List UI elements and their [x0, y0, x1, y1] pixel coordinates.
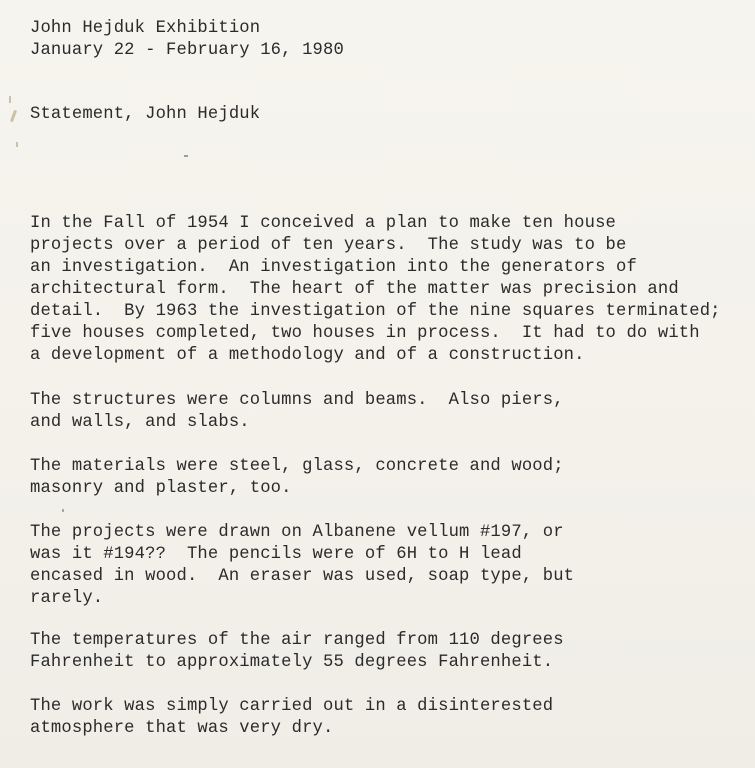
paragraph-1-line-5: detail. By 1963 the investigation of the nine squares terminated; — [30, 302, 721, 321]
paragraph-3-line-2: masonry and plaster, too. — [30, 479, 292, 498]
paragraph-3-line-1: The materials were steel, glass, concrete and wood; — [30, 457, 564, 476]
paragraph-4-line-4: rarely. — [30, 589, 104, 608]
paragraph-4-line-3: encased in wood. An eraser was used, soap type, but — [30, 567, 575, 586]
paper-speck — [184, 155, 188, 157]
exhibition-dates: January 22 - February 16, 1980 — [30, 41, 344, 60]
exhibition-title: John Hejduk Exhibition — [30, 19, 261, 38]
paper-speck — [9, 96, 11, 103]
paragraph-1-line-2: projects over a period of ten years. The study was to be — [30, 236, 627, 255]
paragraph-4-line-1: The projects were drawn on Albanene vellum #197, or — [30, 523, 564, 542]
paragraph-1-line-7: a development of a methodology and of a construction. — [30, 346, 585, 365]
paragraph-6-line-1: The work was simply carried out in a disinterested — [30, 697, 554, 716]
paragraph-1-line-3: an investigation. An investigation into the generators of — [30, 258, 637, 277]
paper-speck — [10, 110, 17, 122]
paragraph-5-line-1: The temperatures of the air ranged from 110 degrees — [30, 631, 564, 650]
paragraph-4-line-2: was it #194?? The pencils were of 6H to H lead — [30, 545, 522, 564]
paragraph-6-line-2: atmosphere that was very dry. — [30, 719, 334, 738]
paragraph-2-line-2: and walls, and slabs. — [30, 413, 250, 432]
paper-speck — [62, 509, 64, 512]
paragraph-1-line-6: five houses completed, two houses in process. It had to do with — [30, 324, 700, 343]
paragraph-2-line-1: The structures were columns and beams. Also piers, — [30, 391, 564, 410]
paragraph-5-line-2: Fahrenheit to approximately 55 degrees Fahrenheit. — [30, 653, 554, 672]
paragraph-1-line-1: In the Fall of 1954 I conceived a plan to make ten house — [30, 214, 616, 233]
paper-speck — [16, 142, 18, 147]
paragraph-1-line-4: architectural form. The heart of the matter was precision and — [30, 280, 679, 299]
statement-title: Statement, John Hejduk — [30, 105, 261, 124]
